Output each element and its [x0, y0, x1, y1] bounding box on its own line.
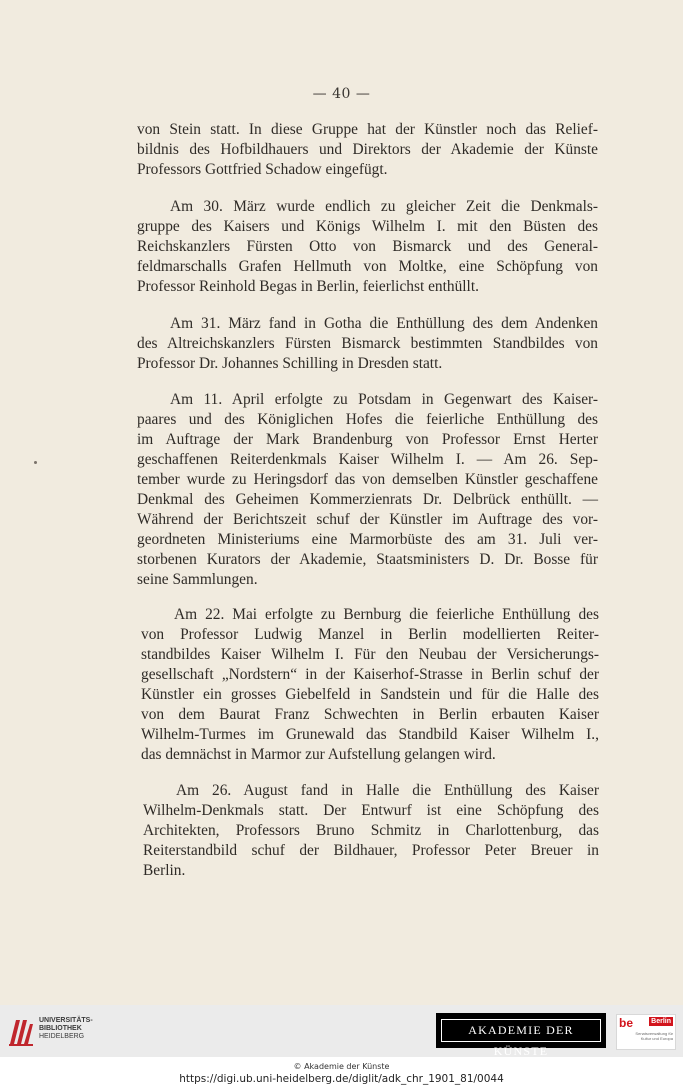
text-line: Am 22. Mai erfolgte zu Bernburg die feierliche Enthüllung des	[174, 606, 599, 623]
text-line: im Auftrage der Mark Brandenburg von Professor Ernst Herter	[137, 431, 598, 448]
text-line: Am 26. August fand in Halle die Enthüllung des Kaiser	[176, 782, 599, 799]
text-line: Architekten, Professors Bruno Schmitz in Charlottenburg, das	[143, 822, 599, 839]
text-line: geschaffenen Reiterdenkmals Kaiser Wilhelm I. — Am 26. Sep-	[137, 451, 598, 468]
be-berlin-logo	[616, 1014, 676, 1050]
margin-speck	[34, 461, 37, 464]
berlin-wordmark: Berlin	[651, 1018, 671, 1025]
text-line: Künstler ein grosses Giebelfeld in Sandstein und für die Halle des	[141, 686, 599, 703]
text-line: des Altreichskanzlers Fürsten Bismarck bestimmten Standbildes von	[137, 335, 598, 352]
permalink-url[interactable]: https://digi.ub.uni-heidelberg.de/diglit/adk_chr_1901_81/0044	[179, 1073, 504, 1085]
text-line: gesellschaft „Nordstern“ in der Kaiserhof-Strasse in Berlin schuf der	[141, 666, 599, 683]
akademie-der-kuenste-logo: AKADEMIE DER KÜNSTE	[436, 1013, 606, 1048]
text-line: Reiterstandbild schuf der Bildhauer, Professor Peter Breuer in	[143, 842, 599, 859]
university-library-name: UNIVERSITÄTS- BIBLIOTHEK HEIDELBERG	[39, 1017, 93, 1040]
text-line: von dem Baurat Franz Schwechten in Berlin erbauten Kaiser	[141, 706, 599, 723]
text-line: Reichskanzlers Fürsten Otto von Bismarck und des General-	[137, 238, 598, 255]
text-line: Denkmal des Geheimen Kommerzienrats Dr. Delbrück enthüllt. —	[137, 491, 598, 508]
text-line: Professor Dr. Johannes Schilling in Dresden statt.	[137, 355, 443, 372]
text-line: Professors Gottfried Schadow eingefügt.	[137, 161, 388, 178]
text-line: von Professor Ludwig Manzel in Berlin modellierten Reiter-	[141, 626, 599, 643]
viewer-footer	[0, 1005, 683, 1089]
page-number: — 40 —	[312, 86, 371, 102]
text-line: Professor Reinhold Begas in Berlin, feierlichst enthüllt.	[137, 278, 479, 295]
text-line: Berlin.	[143, 862, 186, 879]
be-berlin-mark: be	[619, 1016, 634, 1030]
text-line: bildnis des Hofbildhauers und Direktors der Akademie der Künste	[137, 141, 598, 158]
text-line: das demnächst in Marmor zur Aufstellung gelangen wird.	[141, 746, 496, 763]
text-line: von Stein statt. In diese Gruppe hat der Künstler noch das Relief-	[137, 121, 598, 138]
text-line: tember wurde zu Heringsdorf das von demselben Künstler geschaffene	[137, 471, 598, 488]
text-line: geordneten Ministeriums eine Marmorbüste des am 31. Juli ver-	[137, 531, 598, 548]
copyright-notice: © Akademie der Künste	[293, 1062, 390, 1071]
text-line: Wilhelm-Turmes im Grunewald das Standbild Kaiser Wilhelm I.,	[141, 726, 599, 743]
text-line: standbildes Kaiser Wilhelm I. Für den Neubau der Versicherungs-	[141, 646, 599, 663]
text-line: Am 30. März wurde endlich zu gleicher Zeit die Denkmals-	[170, 198, 598, 215]
text-line: Am 11. April erfolgte zu Potsdam in Gegenwart des Kaiser-	[170, 391, 598, 408]
text-line: Am 31. März fand in Gotha die Enthüllung des dem Andenken	[170, 315, 598, 332]
text-line: paares und des Königlichen Hofes die feierliche Enthüllung des	[137, 411, 598, 428]
text-line: Während der Berichtszeit schuf der Künstler im Auftrage des vor-	[137, 511, 598, 528]
university-library-logo-icon	[8, 1014, 34, 1048]
text-line: seine Sammlungen.	[137, 571, 258, 588]
text-line: gruppe des Kaisers und Königs Wilhelm I. mit den Büsten des	[137, 218, 598, 235]
logo-band	[0, 1005, 683, 1057]
text-line: storbenen Kurators der Akademie, Staatsministers D. Dr. Bosse für	[137, 551, 598, 568]
text-line: feldmarschalls Grafen Hellmuth von Moltke, eine Schöpfung von	[137, 258, 598, 275]
senate-department-label: Senatsverwaltung für Kultur und Europa	[635, 1031, 673, 1041]
text-line: Wilhelm-Denkmals statt. Der Entwurf ist eine Schöpfung des	[143, 802, 599, 819]
